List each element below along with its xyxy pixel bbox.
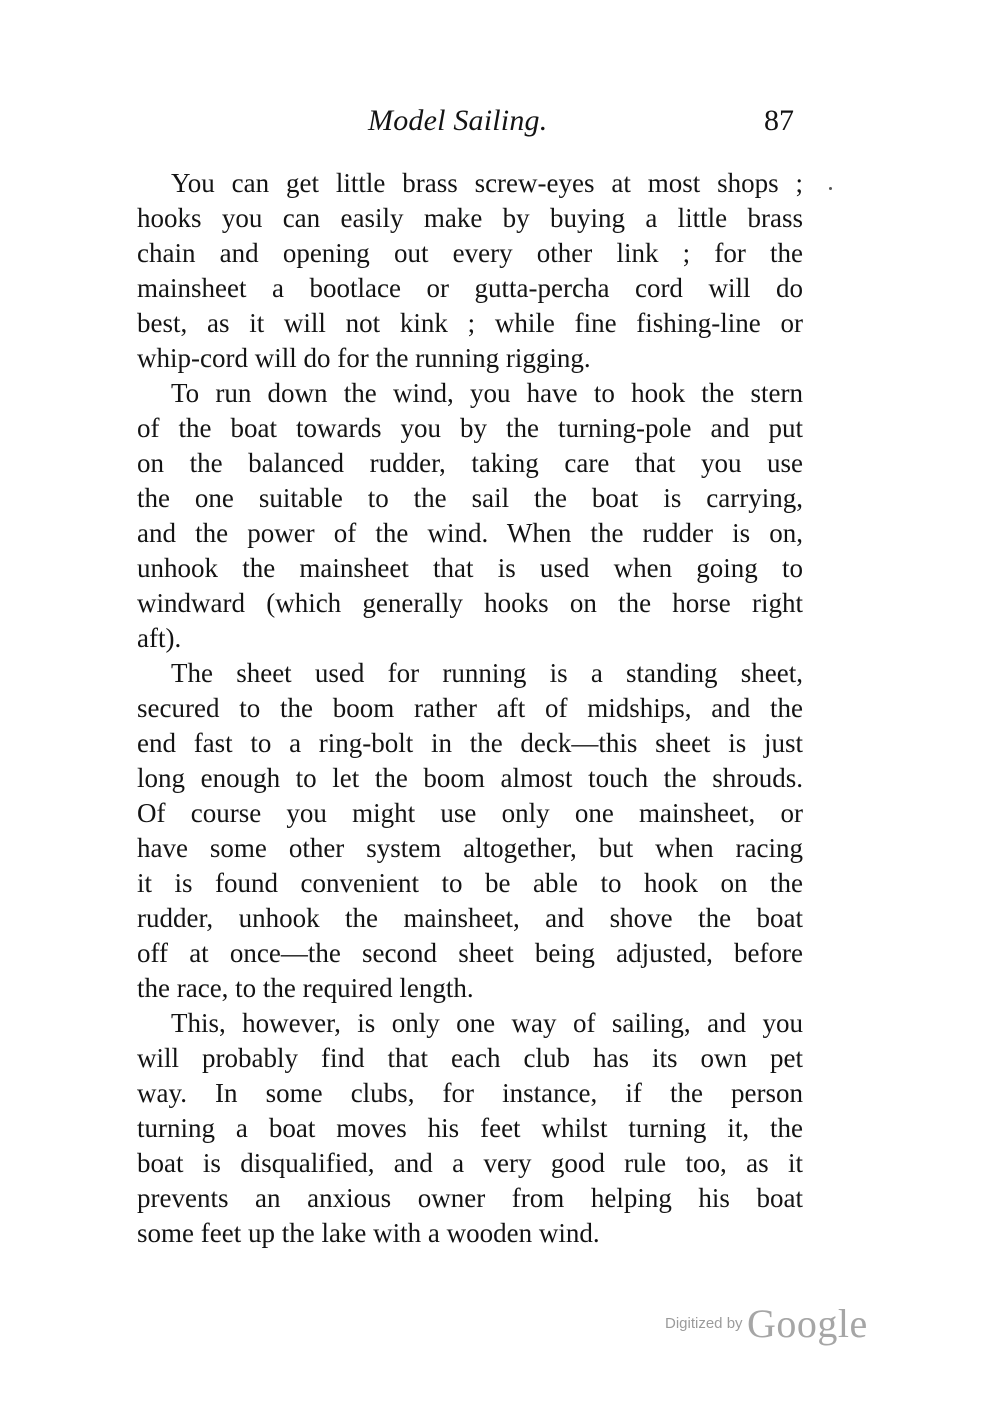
- text-line: end fast to a ring-bolt in the deck—this sheet is just: [137, 728, 803, 758]
- text-line: it is found convenient to be able to hook on the: [137, 868, 803, 898]
- text-line: on the balanced rudder, taking care that you use: [137, 448, 803, 478]
- text-line: aft).: [137, 623, 182, 653]
- running-title: Model Sailing.: [368, 104, 548, 137]
- text-line: turning a boat moves his feet whilst turning it, the: [137, 1113, 803, 1143]
- text-line: You can get little brass screw-eyes at most shops ;: [171, 168, 803, 198]
- text-line: rudder, unhook the mainsheet, and shove the boat: [137, 903, 803, 933]
- stray-ink-dot: [829, 187, 832, 190]
- text-line: off at once—the second sheet being adjusted, before: [137, 938, 803, 968]
- text-line: windward (which generally hooks on the horse right: [137, 588, 803, 618]
- text-line: some feet up the lake with a wooden wind.: [137, 1218, 600, 1248]
- text-line: chain and opening out every other link ; for the: [137, 238, 803, 268]
- text-line: the one suitable to the sail the boat is carrying,: [137, 483, 803, 513]
- text-line: To run down the wind, you have to hook the stern: [171, 378, 803, 408]
- text-line: This, however, is only one way of sailing, and you: [171, 1008, 803, 1038]
- text-line: the race, to the required length.: [137, 973, 474, 1003]
- text-line: way. In some clubs, for instance, if the person: [137, 1078, 803, 1108]
- page-number: 87: [764, 104, 794, 137]
- text-line: of the boat towards you by the turning-pole and put: [137, 413, 803, 443]
- text-line: hooks you can easily make by buying a little brass: [137, 203, 803, 233]
- text-line: mainsheet a bootlace or gutta-percha cord will do: [137, 273, 803, 303]
- text-line: will probably find that each club has its own pet: [137, 1043, 803, 1073]
- running-head: [0, 104, 988, 144]
- paragraph-4: [137, 1006, 803, 1251]
- paragraph-2: [137, 376, 803, 656]
- text-line: and the power of the wind. When the rudder is on,: [137, 518, 803, 548]
- digitized-watermark: [665, 1300, 868, 1350]
- text-line: prevents an anxious owner from helping his boat: [137, 1183, 803, 1213]
- paragraph-1: [137, 166, 803, 376]
- text-line: have some other system altogether, but when racing: [137, 833, 803, 863]
- paragraph-3: [137, 656, 803, 1006]
- text-line: Of course you might use only one mainsheet, or: [137, 798, 803, 828]
- text-line: best, as it will not kink ; while fine fishing-line or: [137, 308, 803, 338]
- text-line: The sheet used for running is a standing sheet,: [171, 658, 803, 688]
- text-line: unhook the mainsheet that is used when going to: [137, 553, 803, 583]
- body-text: [137, 166, 803, 1251]
- text-line: secured to the boom rather aft of midships, and the: [137, 693, 803, 723]
- text-line: whip-cord will do for the running rigging.: [137, 343, 591, 373]
- text-line: boat is disqualified, and a very good rule too, as it: [137, 1148, 803, 1178]
- watermark-prefix: Digitized by: [665, 1315, 743, 1332]
- google-logo: Google: [747, 1301, 868, 1346]
- text-line: long enough to let the boom almost touch the shrouds.: [137, 763, 803, 793]
